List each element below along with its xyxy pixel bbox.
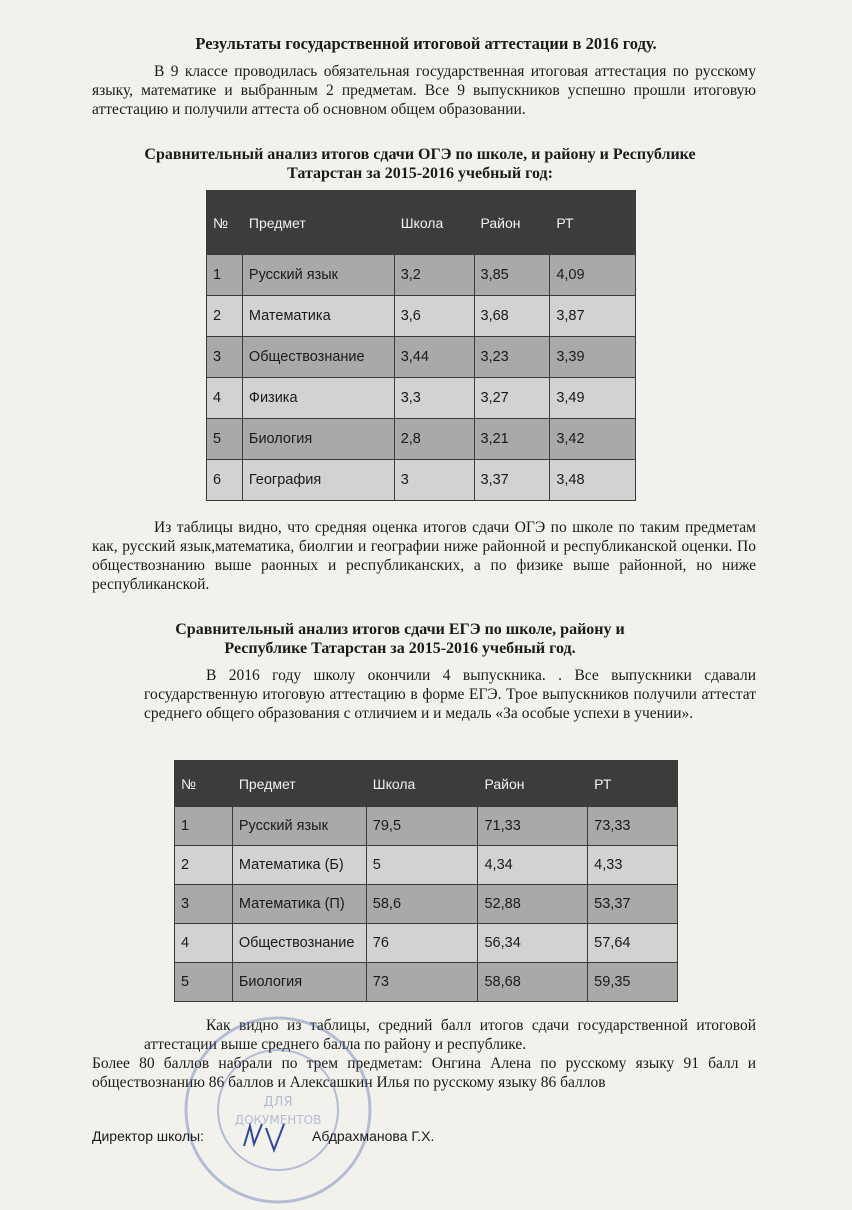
table-cell: 3,3 — [394, 378, 474, 419]
table-cell: 3,6 — [394, 296, 474, 337]
table-cell: 3,87 — [550, 296, 636, 337]
column-header: Школа — [394, 191, 474, 255]
table-cell: 57,64 — [588, 924, 678, 963]
ege-heading-line1: Сравнительный анализ итогов сдачи ЕГЭ по школе, району и — [175, 621, 625, 638]
table-row — [175, 846, 678, 885]
table-cell: 1 — [207, 255, 243, 296]
oge-conclusion-text: Из таблицы видно, что средняя оценка итогов сдачи ОГЭ по школе по таким предметам как, русский язык,математика, биолгии и географии ниже районной и республиканской оценки. По обществознанию выше раонных и республиканских, а по физике выше районной, но ниже республиканской. — [92, 519, 756, 593]
table-cell: 3,23 — [474, 337, 550, 378]
table-row — [207, 419, 636, 460]
intro-paragraph — [92, 62, 756, 119]
table-cell: 3,39 — [550, 337, 636, 378]
table-cell: 3,21 — [474, 419, 550, 460]
signature-mark — [236, 1116, 296, 1160]
oge-conclusion-paragraph — [92, 518, 756, 594]
table-cell: 76 — [366, 924, 478, 963]
table-cell: 53,37 — [588, 885, 678, 924]
table-cell: Русский язык — [242, 255, 394, 296]
table-cell: 3 — [394, 460, 474, 501]
oge-heading — [60, 145, 780, 183]
director-name: Абдрахманова Г.Х. — [312, 1128, 435, 1144]
table-cell: 4 — [207, 378, 243, 419]
table-cell: Русский язык — [232, 807, 366, 846]
table-row — [207, 460, 636, 501]
table-cell: 3,85 — [474, 255, 550, 296]
table-cell: 71,33 — [478, 807, 588, 846]
table-cell: 3,2 — [394, 255, 474, 296]
results-text: Более 80 баллов набрали по трем предметам: Онгина Алена по русскому языку 91 балл и обществознанию 86 баллов и Алексашкин Илья по русскому языку 86 баллов — [92, 1055, 756, 1091]
table-cell: 2 — [175, 846, 233, 885]
oge-results-table — [206, 190, 636, 501]
school-stamp — [178, 1010, 378, 1210]
ege-conclusion-text: Как видно из таблицы, средний балл итогов сдачи государственной итоговой аттестации выше среднего балла по району и республике. — [144, 1017, 756, 1053]
column-header: Предмет — [232, 761, 366, 807]
table-cell: 73 — [366, 963, 478, 1002]
table-cell: 4,33 — [588, 846, 678, 885]
svg-text:ДОКУМЕНТОВ: ДОКУМЕНТОВ — [234, 1113, 322, 1127]
table-cell: 3 — [207, 337, 243, 378]
oge-heading-line1: Сравнительный анализ итогов сдачи ОГЭ по школе, и району и Республике — [144, 146, 696, 163]
table-cell: 56,34 — [478, 924, 588, 963]
table-row — [207, 337, 636, 378]
table-cell: География — [242, 460, 394, 501]
table-cell: 3,27 — [474, 378, 550, 419]
column-header: Предмет — [242, 191, 394, 255]
table-cell: Биология — [232, 963, 366, 1002]
table-row — [175, 807, 678, 846]
signature-label: Директор школы: — [92, 1128, 204, 1144]
column-header: Район — [478, 761, 588, 807]
table-cell: 4 — [175, 924, 233, 963]
table-cell: Математика (Б) — [232, 846, 366, 885]
table-row — [207, 378, 636, 419]
table-cell: 3,44 — [394, 337, 474, 378]
table-cell: 3,49 — [550, 378, 636, 419]
table-cell: Обществознание — [232, 924, 366, 963]
table-cell: 5 — [207, 419, 243, 460]
column-header: Школа — [366, 761, 478, 807]
table-cell: Математика (П) — [232, 885, 366, 924]
table-cell: Физика — [242, 378, 394, 419]
ege-intro-text: В 2016 году школу окончили 4 выпускника. . Все выпускники сдавали государственную итоговую аттестацию в форме ЕГЭ. Трое выпускников получили аттестат среднего общего образования с отличием и и медаль «За особые успехи в учении». — [144, 667, 756, 722]
table-row — [175, 963, 678, 1002]
table-cell: 58,6 — [366, 885, 478, 924]
table-cell: Обществознание — [242, 337, 394, 378]
oge-heading-line2: Татарстан за 2015-2016 учебный год: — [287, 165, 553, 182]
ege-intro-paragraph — [144, 666, 756, 723]
table-row — [207, 296, 636, 337]
column-header: Район — [474, 191, 550, 255]
table-cell: 3,68 — [474, 296, 550, 337]
table-cell: 3,48 — [550, 460, 636, 501]
ege-results-table — [174, 760, 678, 1002]
table-cell: 4,34 — [478, 846, 588, 885]
column-header: РТ — [588, 761, 678, 807]
table-cell: 6 — [207, 460, 243, 501]
page-title: Результаты государственной итоговой аттестации в 2016 году. — [195, 34, 657, 53]
ege-heading — [130, 620, 670, 658]
table-cell: 52,88 — [478, 885, 588, 924]
intro-text: В 9 классе проводилась обязательная государственная итоговая аттестация по русскому языку, математике и выбранным 2 предметам. Все 9 выпускников успешно прошли итоговую аттестацию и получили аттеста об основном общем образовании. — [92, 63, 756, 118]
table-cell: 73,33 — [588, 807, 678, 846]
column-header: № — [207, 191, 243, 255]
table-header-row — [207, 191, 636, 255]
table-row — [207, 255, 636, 296]
table-cell: 4,09 — [550, 255, 636, 296]
table-cell: 2,8 — [394, 419, 474, 460]
svg-text:ДЛЯ: ДЛЯ — [263, 1095, 293, 1110]
table-row — [175, 885, 678, 924]
table-cell: 2 — [207, 296, 243, 337]
table-cell: Математика — [242, 296, 394, 337]
table-cell: 79,5 — [366, 807, 478, 846]
table-cell: 5 — [175, 963, 233, 1002]
table-cell: 3 — [175, 885, 233, 924]
column-header: РТ — [550, 191, 636, 255]
column-header: № — [175, 761, 233, 807]
table-cell: 3,37 — [474, 460, 550, 501]
table-cell: 1 — [175, 807, 233, 846]
table-cell: 5 — [366, 846, 478, 885]
table-cell: 3,42 — [550, 419, 636, 460]
ege-heading-line2: Республике Татарстан за 2015-2016 учебный год. — [224, 640, 576, 657]
table-header-row — [175, 761, 678, 807]
table-cell: 58,68 — [478, 963, 588, 1002]
table-row — [175, 924, 678, 963]
table-cell: 59,35 — [588, 963, 678, 1002]
table-cell: Биология — [242, 419, 394, 460]
